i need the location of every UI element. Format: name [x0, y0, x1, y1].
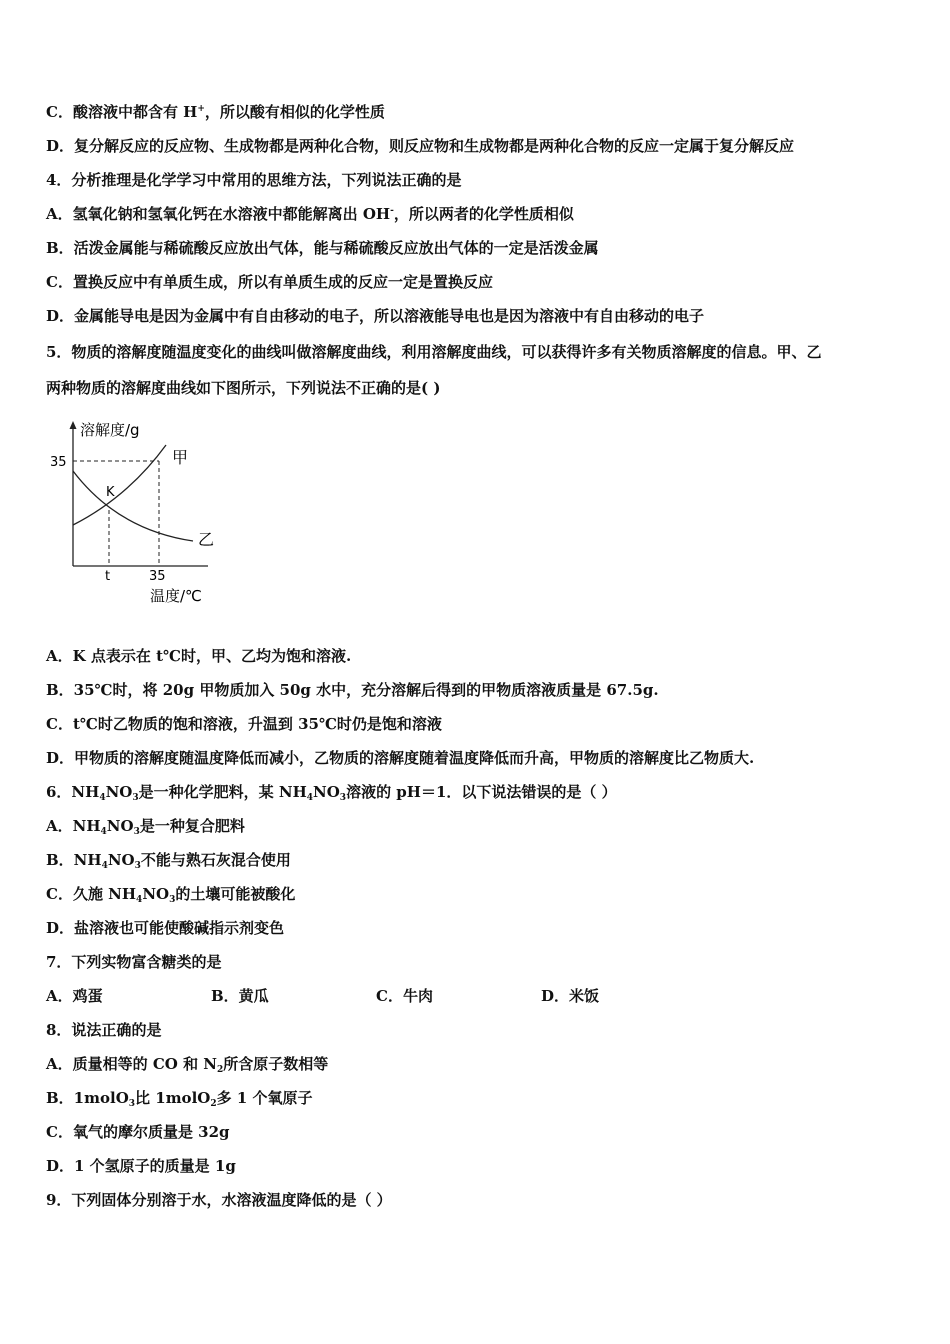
q6-option-c: C．久施 $NH_4NO_3$的土壤可能被酸化: [46, 885, 296, 905]
curve-jia: [73, 445, 166, 525]
q8-option-b: B．1molO$_3$比 1molO$_2$多 1 个氧原子: [46, 1089, 313, 1109]
q6-option-d: D．盐溶液也可能使酸碱指示剂变色: [46, 919, 285, 937]
q7-option-c: C．牛肉: [376, 987, 433, 1005]
point-k-label: K: [106, 485, 115, 500]
q3-option-c: C．酸溶液中都含有 H+，所以酸有相似的化学性质: [46, 103, 385, 121]
solubility-curve-graph: [48, 415, 228, 610]
q4-option-d: D．金属能导电是因为金属中有自由移动的电子，所以溶液能导电也是因为溶液中有自由移动的电子: [46, 307, 705, 325]
q8-option-a: A．质量相等的 CO 和 $N_2$所含原子数相等: [46, 1055, 329, 1075]
q5-option-b: B．35℃时，将 20g 甲物质加入 50g 水中，充分溶解后得到的甲物质溶液质量是 67.5g.: [46, 681, 659, 699]
q7-option-b: B．黄瓜: [211, 987, 269, 1005]
x-axis-label: 温度/℃: [150, 587, 202, 605]
q5-option-d: D．甲物质的溶解度随温度降低而减小，乙物质的溶解度随着温度降低而升高，甲物质的溶解度比乙物质大.: [46, 749, 755, 767]
q4-stem: 4．分析推理是化学学习中常用的思维方法，下列说法正确的是: [46, 171, 462, 189]
q8-option-d: D．1 个氢原子的质量是 1g: [46, 1157, 236, 1175]
q5-stem-line2: 两种物质的溶解度曲线如下图所示，下列说法不正确的是( ): [46, 379, 441, 397]
q9-stem: 9．下列固体分别溶于水，水溶液温度降低的是（ ）: [46, 1191, 392, 1209]
q5-stem-line1: 5．物质的溶解度随温度变化的曲线叫做溶解度曲线，利用溶解度曲线，可以获得许多有关物质溶解度的信息。甲、乙: [46, 343, 822, 361]
q8-option-c: C．氧气的摩尔质量是 32g: [46, 1123, 230, 1141]
q7-option-a: A．鸡蛋: [46, 987, 103, 1005]
curve-yi-label: 乙: [198, 530, 215, 549]
q7-option-d: D．米饭: [541, 987, 600, 1005]
y-axis-arrow: [70, 421, 77, 429]
y-axis-label: 溶解度/g: [80, 421, 140, 439]
q6-option-a: A．$NH_4NO_3$是一种复合肥料: [46, 817, 245, 837]
curve-jia-label: 甲: [172, 448, 189, 467]
q4-option-c: C．置换反应中有单质生成，所以有单质生成的反应一定是置换反应: [46, 273, 493, 291]
q4-option-b: B．活泼金属能与稀硫酸反应放出气体，能与稀硫酸反应放出气体的一定是活泼金属: [46, 239, 599, 257]
q4-option-a: A．氢氧化钠和氢氧化钙在水溶液中都能解离出 OH-，所以两者的化学性质相似: [46, 205, 574, 223]
q6-stem: 6．$NH_4NO_3$是一种化学肥料，某 $NH_4NO_3$溶液的 pH＝1．以下说法错误的是（ ）: [46, 783, 617, 803]
x-tick-35: 35: [149, 569, 166, 584]
q3-option-d: D．复分解反应的反应物、生成物都是两种化合物，则反应物和生成物都是两种化合物的反应一定属于复分解反应: [46, 137, 795, 155]
x-tick-t: t: [105, 569, 111, 584]
q6-option-b: B．$NH_4NO_3$不能与熟石灰混合使用: [46, 851, 291, 871]
curve-yi: [73, 471, 193, 541]
q8-stem: 8．说法正确的是: [46, 1021, 162, 1039]
q5-option-c: C．t℃时乙物质的饱和溶液，升温到 35℃时仍是饱和溶液: [46, 715, 442, 733]
y-tick-35: 35: [50, 455, 67, 470]
q7-stem: 7．下列实物富含糖类的是: [46, 953, 222, 971]
q5-option-a: A．K 点表示在 t℃时，甲、乙均为饱和溶液.: [46, 647, 352, 665]
